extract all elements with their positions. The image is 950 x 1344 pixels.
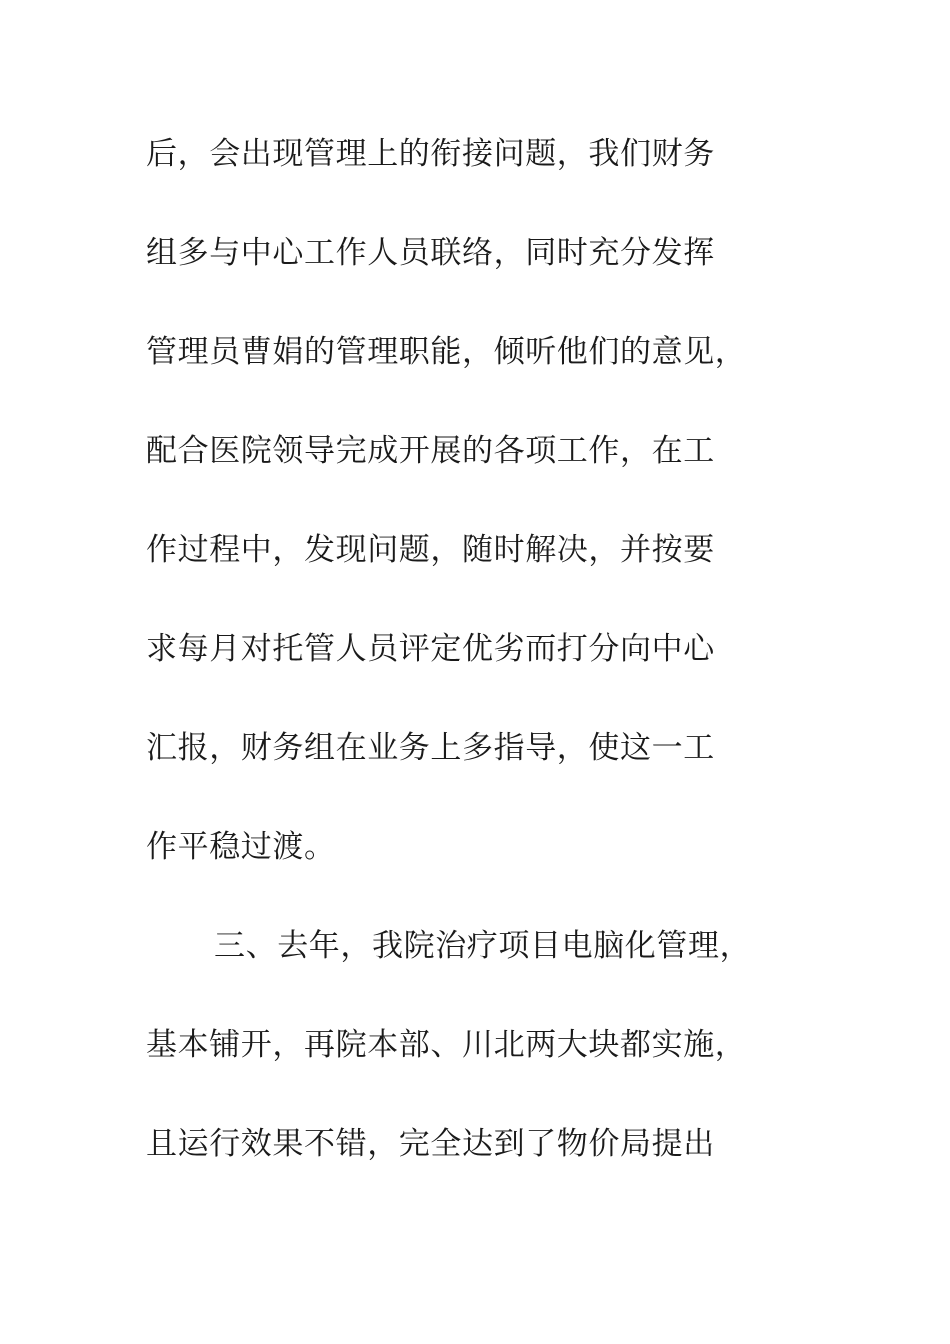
paragraph-start-line: 三、去年，我院治疗项目电脑化管理， [214,928,752,964]
text-line: 求每月对托管人员评定优劣而打分向中心 [146,631,715,667]
text-line: 作平稳过渡。 [146,829,336,865]
body-text [146,124,806,1213]
text-line: 汇报，财务组在业务上多指导，使这一工 [146,730,715,766]
text-line: 基本铺开，再院本部、川北两大块都实施， [146,1027,747,1063]
text-line: 管理员曹娟的管理职能，倾听他们的意见， [146,334,747,370]
text-line: 作过程中，发现问题，随时解决，并按要 [146,532,715,568]
text-line: 组多与中心工作人员联络，同时充分发挥 [146,235,715,271]
text-line: 且运行效果不错，完全达到了物价局提出 [146,1126,715,1162]
text-line: 后，会出现管理上的衔接问题，我们财务 [146,136,715,172]
text-line: 配合医院领导完成开展的各项工作，在工 [146,433,715,469]
